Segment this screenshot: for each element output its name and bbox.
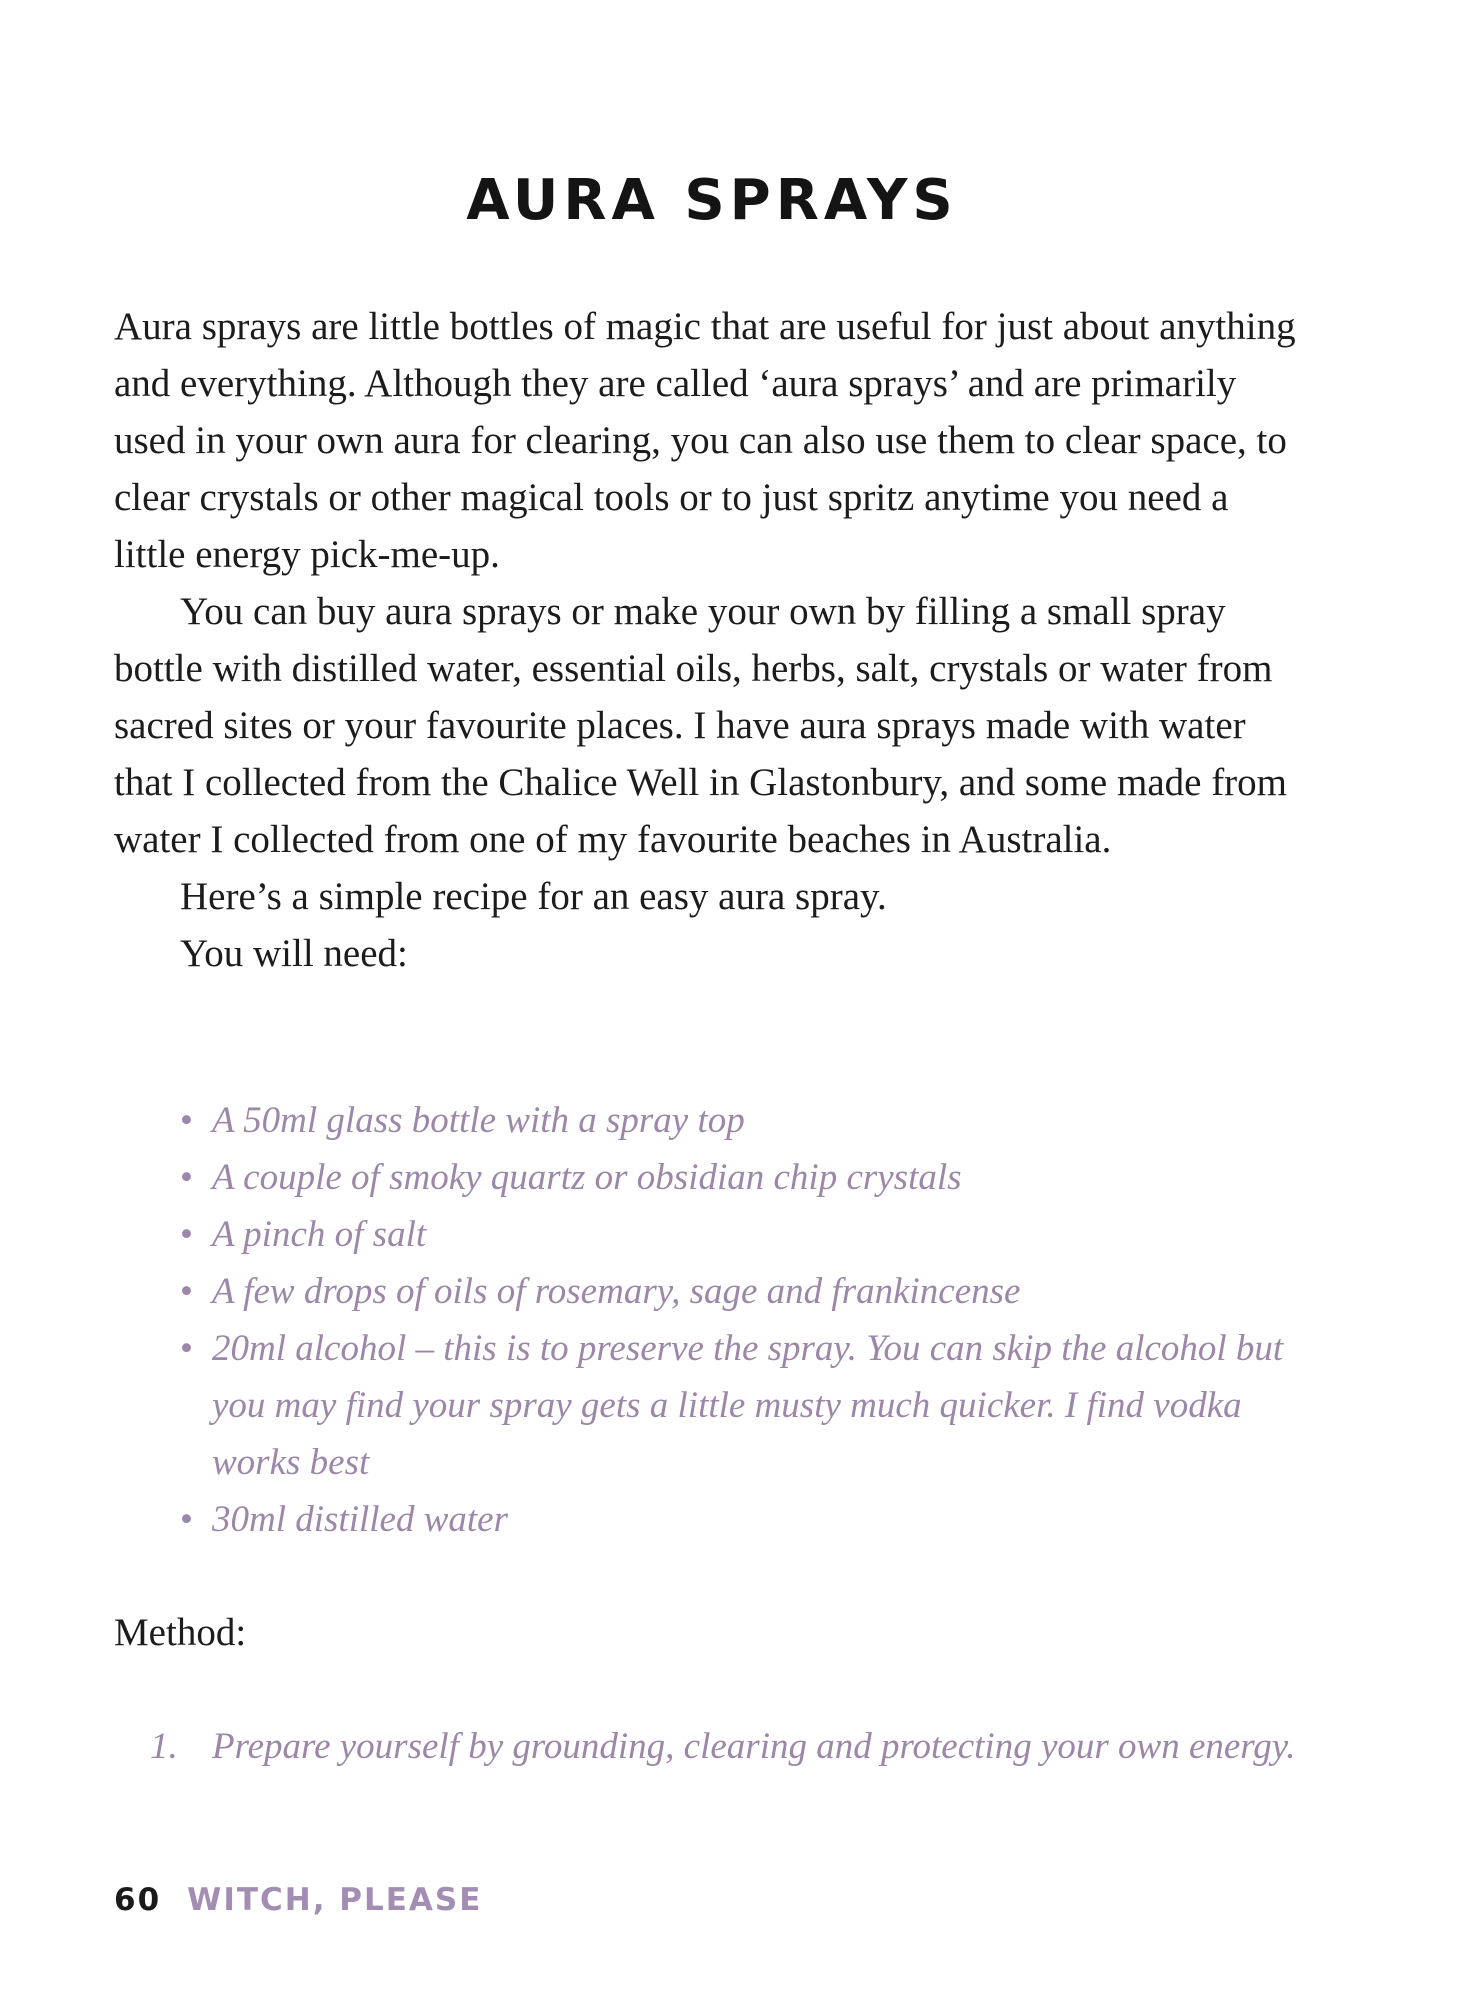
page-footer <box>114 1880 482 1920</box>
paragraph-2: You can buy aura sprays or make your own by filling a small spray bottle with distilled water, essential oils, herbs, salt, crystals or water from sacred sites or your favourite places. I have aura sprays made with water that I collected from the Chalice Well in Glastonbury, and some made from water I collected from one of my favourite beaches in Australia. <box>114 590 1288 861</box>
bullet-icon: • <box>180 1271 193 1312</box>
list-item <box>114 1263 1304 1320</box>
book-title: WITCH, PLEASE <box>187 1882 483 1918</box>
paragraph-4: You will need: <box>180 932 408 975</box>
bullet-icon: • <box>180 1100 193 1141</box>
ingredient-text: A pinch of salt <box>212 1214 427 1255</box>
method-heading: Method: <box>114 1611 247 1654</box>
bullet-icon: • <box>180 1328 193 1369</box>
ingredient-text: A few drops of oils of rosemary, sage and frankincense <box>212 1271 1021 1312</box>
ingredient-text: A 50ml glass bottle with a spray top <box>212 1100 745 1141</box>
bullet-icon: • <box>180 1157 193 1198</box>
bullet-icon: • <box>180 1499 193 1540</box>
ingredient-text: A couple of smoky quartz or obsidian chip crystals <box>212 1157 962 1198</box>
step-text: Prepare yourself by grounding, clearing and protecting your own energy. <box>212 1726 1296 1767</box>
ingredients-list <box>114 1092 1304 1548</box>
step-number: 1. <box>150 1726 178 1767</box>
method-steps-list <box>114 1718 1304 1775</box>
list-item <box>114 1320 1304 1491</box>
paragraph-3: Here’s a simple recipe for an easy aura spray. <box>180 875 887 918</box>
list-item <box>114 1718 1304 1775</box>
list-item <box>114 1149 1304 1206</box>
paragraph-1: Aura sprays are little bottles of magic that are useful for just about anything and everything. Although they are called ‘aura sprays’ and are primarily used in your own aura for clearing, you can also use them to clear space, to clear crystals or other magical tools or to just spritz anytime you need a little energy pick-me-up. <box>114 305 1296 576</box>
list-item <box>114 1206 1304 1263</box>
intro-text <box>114 298 1304 982</box>
page-number: 60 <box>114 1882 162 1918</box>
ingredient-text: 20ml alcohol – this is to preserve the spray. You can skip the alcohol but you may find your spray gets a little musty much quicker. I find vodka works best <box>212 1328 1284 1483</box>
ingredient-text: 30ml distilled water <box>212 1499 508 1540</box>
page-title: AURA SPRAYS <box>466 168 958 233</box>
list-item <box>114 1491 1304 1548</box>
bullet-icon: • <box>180 1214 193 1255</box>
list-item <box>114 1092 1304 1149</box>
